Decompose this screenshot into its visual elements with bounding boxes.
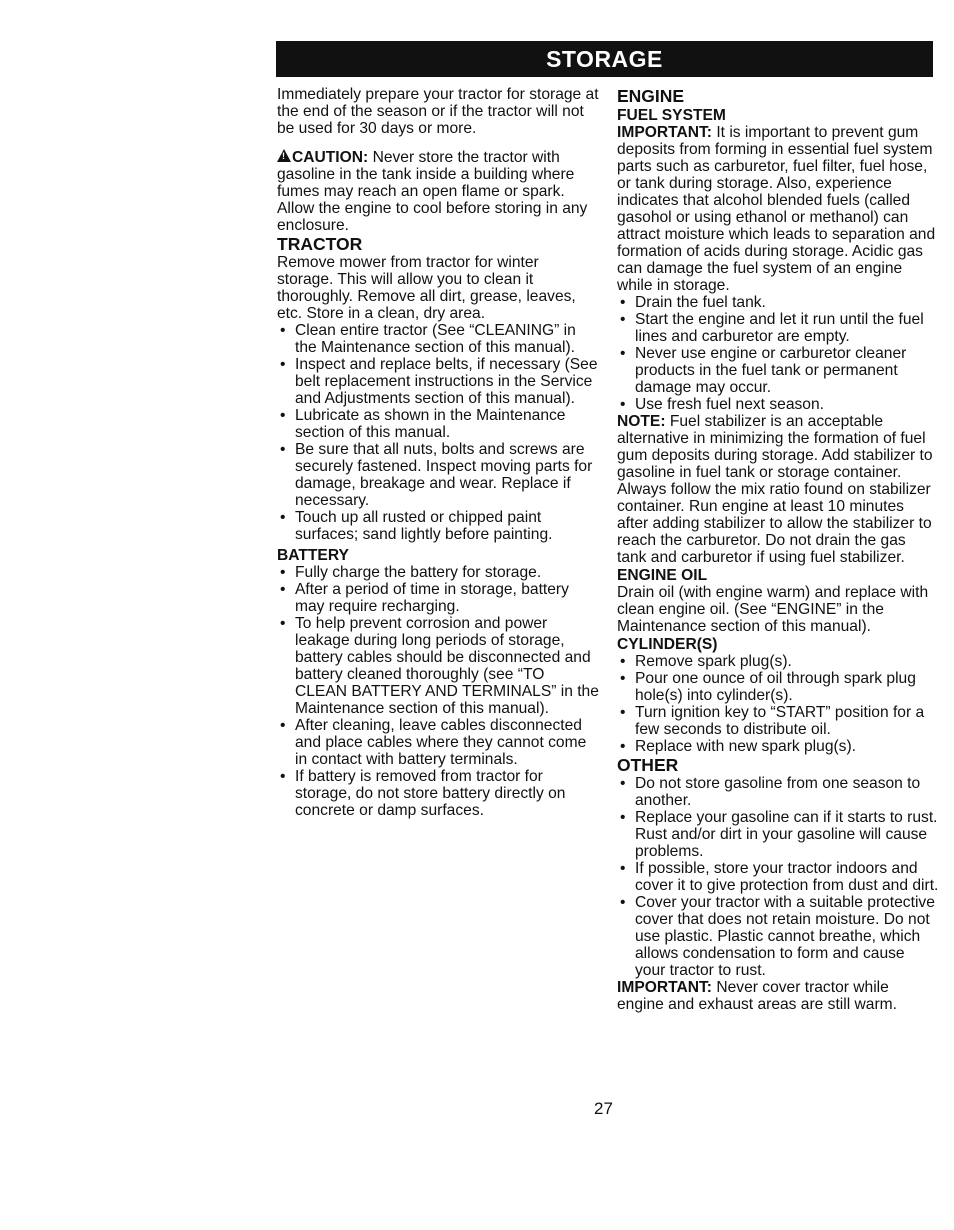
- list-item: • Turn ignition key to “START” position for a few seconds to distribute oil.: [617, 704, 939, 738]
- fuel-list: [617, 294, 939, 413]
- list-item: • Remove spark plug(s).: [617, 653, 939, 670]
- page-number: 27: [594, 1099, 613, 1118]
- list-item: • Start the engine and let it run until the fuel lines and carburetor are empty.: [617, 311, 939, 345]
- list-item: • Clean entire tractor (See “CLEANING” in the Maintenance section of this manual).: [277, 322, 599, 356]
- important-text: It is important to prevent gum deposits from forming in essential fuel system parts such as carburetor, fuel filter, fuel hose, or tank during storage. Also, experience indicates that alcohol blended fuels (called gasohol or using ethanol or methanol) can attract moisture which leads to separation and formation of acids during storage. Acidic gas can damage the fuel system of an engine while in storage.: [617, 124, 936, 294]
- other-heading: OTHER: [617, 755, 679, 775]
- important-text: Never cover tractor while engine and exhaust areas are still warm.: [617, 979, 897, 1013]
- list-item: • After cleaning, leave cables disconnected and place cables where they cannot come in contact with battery terminals.: [277, 717, 599, 768]
- list-item: • Drain the fuel tank.: [617, 294, 939, 311]
- other-important-paragraph: [617, 979, 939, 1013]
- list-item: • Never use engine or carburetor cleaner products in the fuel tank or permanent damage may occur.: [617, 345, 939, 396]
- caution-paragraph: [277, 149, 599, 234]
- page-title: STORAGE: [276, 41, 933, 77]
- caution-text: Never store the tractor with gasoline in the tank inside a building where fumes may reach an open flame or spark. Allow the engine to cool before storing in any enclosure.: [277, 149, 588, 234]
- fuel-important-paragraph: [617, 124, 939, 294]
- battery-heading: BATTERY: [277, 547, 349, 564]
- engine-heading: ENGINE: [617, 86, 685, 106]
- other-list: [617, 775, 939, 979]
- tractor-list: [277, 322, 599, 543]
- intro-paragraph: Immediately prepare your tractor for storage at the end of the season or if the tractor will not be used for 30 days or more.: [277, 86, 599, 137]
- tractor-text: Remove mower from tractor for winter storage. This will allow you to clean it thoroughly. Remove all dirt, grease, leaves, etc. Store in a clean, dry area.: [277, 254, 576, 322]
- important-label: IMPORTANT:: [617, 979, 712, 996]
- warning-triangle-icon: [277, 149, 291, 162]
- fuel-system-heading: FUEL SYSTEM: [617, 107, 726, 124]
- list-item: • If possible, store your tractor indoors and cover it to give protection from dust and dirt.: [617, 860, 939, 894]
- list-item: • Touch up all rusted or chipped paint surfaces; sand lightly before painting.: [277, 509, 599, 543]
- list-item: • Replace with new spark plug(s).: [617, 738, 939, 755]
- list-item: • To help prevent corrosion and power leakage during long periods of storage, battery cables should be disconnected and battery cleaned thoroughly (see “TO CLEAN BATTERY AND TERMINALS” in the Maintenance section of this manual).: [277, 615, 599, 717]
- cylinder-list: [617, 653, 939, 755]
- list-item: • Pour one ounce of oil through spark plug hole(s) into cylinder(s).: [617, 670, 939, 704]
- list-item: • Replace your gasoline can if it starts to rust. Rust and/or dirt in your gasoline will cause problems.: [617, 809, 939, 860]
- right-column: [617, 86, 939, 1013]
- list-item: • Do not store gasoline from one season to another.: [617, 775, 939, 809]
- cylinder-heading: CYLINDER(S): [617, 636, 718, 653]
- list-item: • Inspect and replace belts, if necessary (See belt replacement instructions in the Service and Adjustments section of this manual).: [277, 356, 599, 407]
- caution-label: CAUTION:: [292, 149, 369, 166]
- battery-list: [277, 564, 599, 819]
- note-label: NOTE:: [617, 413, 666, 430]
- list-item: • Cover your tractor with a suitable protective cover that does not retain moisture. Do not use plastic. Plastic cannot breathe, which allows condensation to form and cause your tractor to rust.: [617, 894, 939, 979]
- list-item: • After a period of time in storage, battery may require recharging.: [277, 581, 599, 615]
- list-item: • Lubricate as shown in the Maintenance section of this manual.: [277, 407, 599, 441]
- list-item: • If battery is removed from tractor for storage, do not store battery directly on concrete or damp surfaces.: [277, 768, 599, 819]
- fuel-note-paragraph: [617, 413, 939, 566]
- tractor-heading: TRACTOR: [277, 234, 363, 254]
- important-label: IMPORTANT:: [617, 124, 712, 141]
- left-column: [277, 86, 599, 819]
- list-item: • Be sure that all nuts, bolts and screws are securely fastened. Inspect moving parts for damage, breakage and wear. Replace if necessary.: [277, 441, 599, 509]
- list-item: • Fully charge the battery for storage.: [277, 564, 599, 581]
- engine-oil-text: Drain oil (with engine warm) and replace with clean engine oil. (See “ENGINE” in the Maintenance section of this manual).: [617, 584, 929, 635]
- list-item: • Use fresh fuel next season.: [617, 396, 939, 413]
- note-text: Fuel stabilizer is an acceptable alternative in minimizing the formation of fuel gum deposits during storage. Add stabilizer to gasoline in fuel tank or storage container. Always follow the mix ratio found on stabilizer container. Run engine at least 10 minutes after adding stabilizer to allow the stabilizer to reach the carburetor. Do not drain the gas tank and carburetor if using fuel stabilizer.: [617, 413, 933, 566]
- engine-oil-heading: ENGINE OIL: [617, 567, 708, 584]
